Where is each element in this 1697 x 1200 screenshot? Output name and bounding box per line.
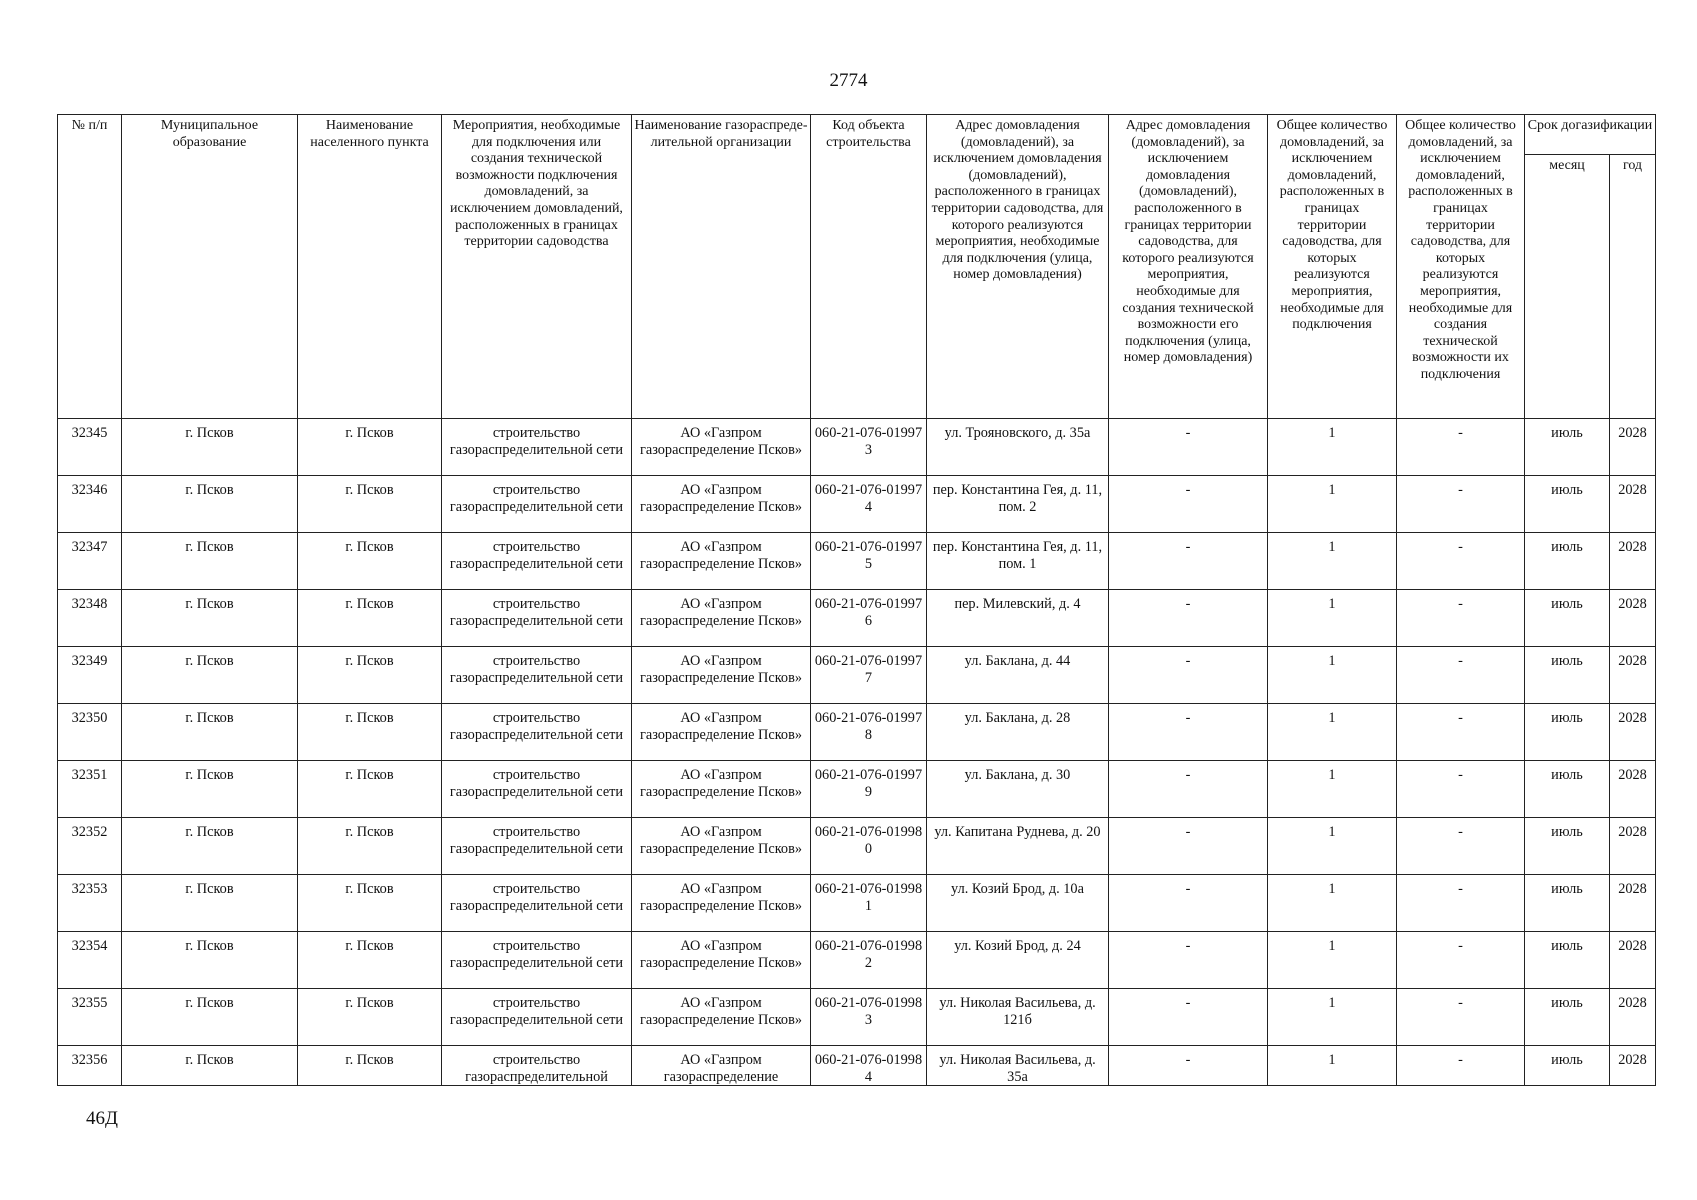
cell-measure: строительство газораспределительной (442, 1046, 632, 1086)
cell-year: 2028 (1610, 761, 1656, 818)
cell-count-connection: 1 (1268, 875, 1397, 932)
cell-count-connection: 1 (1268, 932, 1397, 989)
cell-organization: АО «Газпром газораспределение Псков» (632, 761, 811, 818)
cell-address: пер. Константина Гея, д. 11, пом. 2 (927, 476, 1109, 533)
table-row (58, 419, 1656, 476)
cell-month: июль (1525, 932, 1610, 989)
cell-month: июль (1525, 818, 1610, 875)
cell-organization: АО «Газпром газораспределение Псков» (632, 647, 811, 704)
cell-year: 2028 (1610, 590, 1656, 647)
cell-address: ул. Козий Брод, д. 24 (927, 932, 1109, 989)
cell-year: 2028 (1610, 875, 1656, 932)
cell-address-technical: - (1109, 989, 1268, 1046)
cell-organization: АО «Газпром газораспределение (632, 1046, 811, 1086)
cell-settlement: г. Псков (298, 932, 442, 989)
cell-month: июль (1525, 590, 1610, 647)
cell-num: 32345 (58, 419, 122, 476)
cell-num: 32351 (58, 761, 122, 818)
cell-settlement: г. Псков (298, 647, 442, 704)
table-row (58, 704, 1656, 761)
header-deadline: Срок догазификации (1525, 115, 1656, 155)
header-total-connection: Общее количество домовладений, за исключением домовладений, расположенных в границах территории садоводства, для которых реализуются мероприятия, необходимые для подключения (1268, 115, 1397, 419)
page-number: 2774 (829, 70, 868, 91)
cell-month: июль (1525, 647, 1610, 704)
cell-month: июль (1525, 989, 1610, 1046)
cell-settlement: г. Псков (298, 590, 442, 647)
cell-settlement: г. Псков (298, 875, 442, 932)
cell-address-technical: - (1109, 476, 1268, 533)
cell-count-technical: - (1397, 932, 1525, 989)
cell-count-technical: - (1397, 761, 1525, 818)
cell-settlement: г. Псков (298, 818, 442, 875)
cell-address-technical: - (1109, 419, 1268, 476)
cell-month: июль (1525, 761, 1610, 818)
cell-count-connection: 1 (1268, 1046, 1397, 1086)
cell-organization: АО «Газпром газораспределение Псков» (632, 533, 811, 590)
cell-address: ул. Козий Брод, д. 10а (927, 875, 1109, 932)
cell-num: 32347 (58, 533, 122, 590)
cell-settlement: г. Псков (298, 989, 442, 1046)
cell-address-technical: - (1109, 932, 1268, 989)
cell-municipality: г. Псков (122, 704, 298, 761)
header-organization: Наименование газораспреде-лительной организации (632, 115, 811, 419)
cell-count-connection: 1 (1268, 419, 1397, 476)
cell-measure: строительство газораспределительной сети (442, 647, 632, 704)
table-row (58, 875, 1656, 932)
table-row (58, 590, 1656, 647)
cell-address-technical: - (1109, 647, 1268, 704)
table-body (58, 419, 1656, 1086)
cell-num: 32348 (58, 590, 122, 647)
cell-organization: АО «Газпром газораспределение Псков» (632, 590, 811, 647)
cell-num: 32356 (58, 1046, 122, 1086)
cell-code: 060-21-076-019984 (811, 1046, 927, 1086)
cell-year: 2028 (1610, 1046, 1656, 1086)
cell-code: 060-21-076-019982 (811, 932, 927, 989)
cell-count-technical: - (1397, 875, 1525, 932)
gasification-table (57, 114, 1656, 1086)
cell-count-connection: 1 (1268, 818, 1397, 875)
header-year: год (1610, 155, 1656, 419)
table-row (58, 761, 1656, 818)
cell-organization: АО «Газпром газораспределение Псков» (632, 704, 811, 761)
cell-month: июль (1525, 1046, 1610, 1086)
cell-count-connection: 1 (1268, 533, 1397, 590)
cell-measure: строительство газораспределительной сети (442, 419, 632, 476)
cell-code: 060-21-076-019974 (811, 476, 927, 533)
cell-municipality: г. Псков (122, 875, 298, 932)
cell-count-connection: 1 (1268, 476, 1397, 533)
cell-count-connection: 1 (1268, 989, 1397, 1046)
cell-address: ул. Баклана, д. 28 (927, 704, 1109, 761)
cell-settlement: г. Псков (298, 419, 442, 476)
cell-code: 060-21-076-019977 (811, 647, 927, 704)
cell-num: 32349 (58, 647, 122, 704)
table-row (58, 476, 1656, 533)
cell-address: ул. Трояновского, д. 35а (927, 419, 1109, 476)
cell-code: 060-21-076-019979 (811, 761, 927, 818)
cell-code: 060-21-076-019981 (811, 875, 927, 932)
cell-count-technical: - (1397, 590, 1525, 647)
cell-code: 060-21-076-019973 (811, 419, 927, 476)
cell-municipality: г. Псков (122, 818, 298, 875)
cell-num: 32353 (58, 875, 122, 932)
cell-count-technical: - (1397, 533, 1525, 590)
table-row (58, 818, 1656, 875)
cell-address-technical: - (1109, 533, 1268, 590)
cell-count-connection: 1 (1268, 761, 1397, 818)
cell-municipality: г. Псков (122, 1046, 298, 1086)
cell-municipality: г. Псков (122, 647, 298, 704)
table-row (58, 647, 1656, 704)
cell-code: 060-21-076-019983 (811, 989, 927, 1046)
cell-organization: АО «Газпром газораспределение Псков» (632, 476, 811, 533)
cell-count-technical: - (1397, 1046, 1525, 1086)
cell-municipality: г. Псков (122, 590, 298, 647)
cell-organization: АО «Газпром газораспределение Псков» (632, 875, 811, 932)
cell-address: пер. Константина Гея, д. 11, пом. 1 (927, 533, 1109, 590)
header-object-code: Код объекта строительства (811, 115, 927, 419)
cell-address-technical: - (1109, 875, 1268, 932)
cell-address-technical: - (1109, 704, 1268, 761)
cell-measure: строительство газораспределительной сети (442, 761, 632, 818)
cell-count-technical: - (1397, 647, 1525, 704)
cell-month: июль (1525, 875, 1610, 932)
header-month: месяц (1525, 155, 1610, 419)
cell-organization: АО «Газпром газораспределение Псков» (632, 932, 811, 989)
cell-year: 2028 (1610, 818, 1656, 875)
cell-month: июль (1525, 704, 1610, 761)
header-measures: Мероприятия, необходимые для подключения или создания технической возможности подключения домовладений, за исключением домовладений, расположенных в границах территории садоводства (442, 115, 632, 419)
table-row (58, 932, 1656, 989)
cell-num: 32352 (58, 818, 122, 875)
cell-count-connection: 1 (1268, 647, 1397, 704)
cell-address: ул. Николая Васильева, д. 35а (927, 1046, 1109, 1086)
cell-num: 32354 (58, 932, 122, 989)
table-row (58, 989, 1656, 1046)
cell-address: ул. Николая Васильева, д. 121б (927, 989, 1109, 1046)
cell-settlement: г. Псков (298, 476, 442, 533)
cell-measure: строительство газораспределительной сети (442, 875, 632, 932)
cell-code: 060-21-076-019978 (811, 704, 927, 761)
cell-code: 060-21-076-019976 (811, 590, 927, 647)
cell-count-technical: - (1397, 419, 1525, 476)
cell-address: ул. Баклана, д. 30 (927, 761, 1109, 818)
cell-organization: АО «Газпром газораспределение Псков» (632, 818, 811, 875)
cell-organization: АО «Газпром газораспределение Псков» (632, 989, 811, 1046)
cell-measure: строительство газораспределительной сети (442, 818, 632, 875)
table-row (58, 1046, 1656, 1086)
cell-year: 2028 (1610, 932, 1656, 989)
cell-measure: строительство газораспределительной сети (442, 533, 632, 590)
header-settlement: Наименование населенного пункта (298, 115, 442, 419)
table-row (58, 533, 1656, 590)
cell-month: июль (1525, 419, 1610, 476)
cell-settlement: г. Псков (298, 533, 442, 590)
cell-count-technical: - (1397, 476, 1525, 533)
cell-count-connection: 1 (1268, 590, 1397, 647)
cell-num: 32346 (58, 476, 122, 533)
header-municipality: Муниципальное образование (122, 115, 298, 419)
cell-address-technical: - (1109, 818, 1268, 875)
cell-address: пер. Милевский, д. 4 (927, 590, 1109, 647)
cell-address-technical: - (1109, 1046, 1268, 1086)
cell-address-technical: - (1109, 590, 1268, 647)
cell-measure: строительство газораспределительной сети (442, 590, 632, 647)
table-header (58, 115, 1656, 419)
footer-code: 46Д (86, 1108, 118, 1129)
header-address-connection: Адрес домовладения (домовладений), за исключением домовладения (домовладений), расположенного в границах территории садоводства, для которого реализуются мероприятия, необходимые для подключения (улица, номер домовладения) (927, 115, 1109, 419)
cell-month: июль (1525, 533, 1610, 590)
cell-year: 2028 (1610, 419, 1656, 476)
cell-month: июль (1525, 476, 1610, 533)
cell-address-technical: - (1109, 761, 1268, 818)
cell-municipality: г. Псков (122, 533, 298, 590)
cell-municipality: г. Псков (122, 476, 298, 533)
cell-num: 32350 (58, 704, 122, 761)
cell-settlement: г. Псков (298, 1046, 442, 1086)
cell-measure: строительство газораспределительной сети (442, 989, 632, 1046)
cell-organization: АО «Газпром газораспределение Псков» (632, 419, 811, 476)
cell-measure: строительство газораспределительной сети (442, 476, 632, 533)
cell-count-technical: - (1397, 818, 1525, 875)
cell-measure: строительство газораспределительной сети (442, 932, 632, 989)
cell-year: 2028 (1610, 476, 1656, 533)
cell-count-connection: 1 (1268, 704, 1397, 761)
cell-measure: строительство газораспределительной сети (442, 704, 632, 761)
cell-year: 2028 (1610, 647, 1656, 704)
header-total-technical: Общее количество домовладений, за исключением домовладений, расположенных в границах территории садоводства, для которых реализуются мероприятия, необходимые для создания технической возможности их подключения (1397, 115, 1525, 419)
cell-settlement: г. Псков (298, 761, 442, 818)
cell-year: 2028 (1610, 704, 1656, 761)
cell-address: ул. Баклана, д. 44 (927, 647, 1109, 704)
cell-municipality: г. Псков (122, 932, 298, 989)
cell-address: ул. Капитана Руднева, д. 20 (927, 818, 1109, 875)
cell-settlement: г. Псков (298, 704, 442, 761)
cell-count-technical: - (1397, 989, 1525, 1046)
cell-num: 32355 (58, 989, 122, 1046)
header-num: № п/п (58, 115, 122, 419)
cell-year: 2028 (1610, 533, 1656, 590)
cell-municipality: г. Псков (122, 989, 298, 1046)
cell-code: 060-21-076-019975 (811, 533, 927, 590)
cell-municipality: г. Псков (122, 419, 298, 476)
cell-municipality: г. Псков (122, 761, 298, 818)
cell-code: 060-21-076-019980 (811, 818, 927, 875)
cell-year: 2028 (1610, 989, 1656, 1046)
header-address-technical: Адрес домовладения (домовладений), за исключением домовладения (домовладений), расположенного в границах территории садоводства, для которого реализуются мероприятия, необходимые для создания технической возможности его подключения (улица, номер домовладения) (1109, 115, 1268, 419)
cell-count-technical: - (1397, 704, 1525, 761)
